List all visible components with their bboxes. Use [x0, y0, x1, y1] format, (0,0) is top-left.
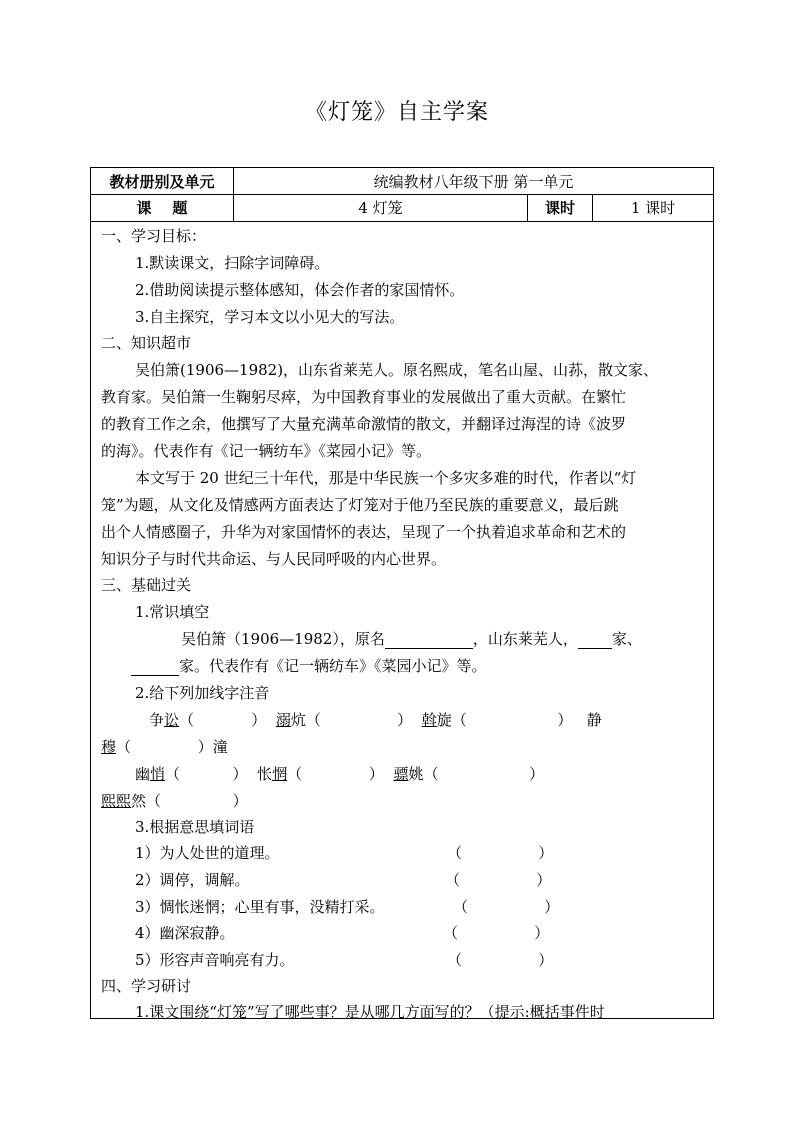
fill1-text-c: 家、	[611, 630, 642, 648]
unit-label: 教材册别及单元	[109, 172, 215, 191]
paren-close: ）	[232, 792, 248, 810]
paren-open: （	[451, 711, 467, 729]
answer-paren[interactable]: （ ）	[447, 951, 554, 969]
bio-line-1: 吴伯箫(1906—1982)，山东省莱芜人。原名熙成，笔名山屋、山荪，散文家、	[135, 361, 659, 379]
fill-line-2	[131, 656, 713, 676]
goal-item-3: 3.自主探究，学习本文以小见大的写法。	[135, 308, 405, 326]
lesson-label: 课 题	[136, 199, 188, 217]
paren-close: ）	[251, 711, 267, 729]
word-text: 炕	[290, 711, 306, 729]
blank-role-2[interactable]	[131, 659, 179, 676]
pinyin-line-2	[101, 737, 713, 757]
bio-line-4: 的海》。代表作有《记一辆纺车》《菜园小记》等。	[101, 442, 432, 460]
paren-close: ）	[529, 765, 545, 783]
section3-heading: 三、基础过关	[101, 576, 192, 594]
paren-open: （	[116, 738, 132, 756]
def-text: 4）幽深寂静。	[135, 924, 235, 942]
section1-heading: 一、学习目标：	[101, 227, 207, 245]
sub3-heading: 3.根据意思填词语	[135, 818, 255, 836]
intro-line-1: 本文写于 20 世纪三十年代，那是中华民族一个多灾多难的时代，作者以“灯	[135, 469, 637, 487]
document-title: 《灯笼》自主学案	[304, 100, 489, 125]
underlined-char: 骠	[393, 765, 409, 783]
def-text: 3）惆怅迷惘；心里有事，没精打采。	[135, 898, 385, 916]
bio-line-2: 教育家。吴伯箫一生鞠躬尽瘁，为中国教育事业的发展做出了重大贡献。在繁忙	[101, 388, 627, 406]
def-text: 2）调停，调解。	[135, 871, 250, 889]
answer-paren[interactable]: （ ）	[445, 871, 552, 889]
underlined-char: 穆	[101, 738, 117, 756]
def-row-4	[135, 923, 713, 943]
header-row-unit	[91, 168, 713, 195]
def-row-3	[135, 897, 713, 917]
question-1: 1.课文围绕“灯笼”写了哪些事？是从哪几方面写的？（提示:概括事件时	[135, 1003, 605, 1021]
intro-line-2: 笼”为题，从文化及情感两方面表达了灯笼对于他乃至民族的重要意义，最后跳	[101, 496, 619, 514]
word-text: 静	[586, 711, 602, 729]
pinyin-line-1	[149, 710, 705, 730]
period-label: 课时	[527, 194, 592, 221]
sub2-heading: 2.给下列加线字注音	[135, 684, 270, 702]
section4-heading: 四、学习研讨	[101, 977, 192, 995]
word-text: 怅	[257, 765, 273, 783]
underlined-char: 讼	[164, 711, 180, 729]
sub1-heading: 1.常识填空	[135, 603, 210, 621]
answer-paren[interactable]: （ ）	[453, 898, 560, 916]
goal-item-1: 1.默读课文，扫除字词障碍。	[135, 254, 330, 272]
bio-line-3: 的教育工作之余，他撰写了大量充满革命激情的散文，并翻译过海涅的诗《波罗	[101, 415, 627, 433]
section2-heading: 二、知识超市	[101, 334, 192, 352]
period-value: 1 课时	[592, 194, 713, 221]
intro-line-4: 知识分子与时代共命运、与人民同呼吸的内心世界。	[101, 550, 447, 568]
fill1-text-d: 家。代表作有《记一辆纺车》《菜园小记》等。	[179, 657, 487, 675]
goal-item-2: 2.借助阅读提示整体感知，体会作者的家国情怀。	[135, 281, 465, 299]
paren-close: ）潼	[197, 738, 228, 756]
word-text: 旋	[436, 711, 452, 729]
underlined-char: 斡	[421, 711, 437, 729]
paren-open: （	[287, 765, 303, 783]
paren-close: ）	[557, 711, 573, 729]
worksheet-table	[90, 167, 714, 1019]
paren-open: （	[165, 765, 181, 783]
paren-open: （	[305, 711, 321, 729]
word-text: 姚	[408, 765, 424, 783]
def-text: 5）形容声音响亮有力。	[135, 951, 295, 969]
word-text: 争	[149, 711, 165, 729]
paren-close: ）	[368, 765, 384, 783]
unit-value: 统编教材八年级下册 第一单元	[233, 168, 713, 194]
answer-paren[interactable]: （ ）	[447, 844, 554, 862]
paren-close: ）	[232, 765, 248, 783]
word-text: 然	[131, 792, 147, 810]
fill1-text-a: 吴伯箫（1906—1982），原名	[181, 630, 385, 648]
fill-line-1	[181, 629, 713, 649]
pinyin-line-3	[135, 764, 713, 784]
def-row-5	[135, 950, 713, 970]
fill1-text-b: ，山东莱芜人，	[472, 630, 578, 648]
def-text: 1）为人处世的道理。	[135, 844, 280, 862]
blank-original-name[interactable]	[385, 632, 473, 649]
underlined-char: 熙熙	[101, 792, 132, 810]
def-row-1	[135, 843, 713, 863]
paren-open: （	[179, 711, 195, 729]
pinyin-line-4	[101, 791, 713, 811]
word-text: 幽	[135, 765, 151, 783]
answer-paren[interactable]: （ ）	[443, 924, 550, 942]
intro-line-3: 出个人情感圈子，升华为对家国情怀的表达，呈现了一个执着追求革命和艺术的	[101, 523, 627, 541]
def-row-2	[135, 870, 713, 890]
paren-open: （	[423, 765, 439, 783]
worksheet-body	[91, 222, 713, 1021]
paren-open: （	[146, 792, 162, 810]
paren-close: ）	[397, 711, 413, 729]
underlined-char: 溺	[275, 711, 291, 729]
blank-role-1[interactable]	[578, 632, 612, 649]
header-row-lesson	[91, 194, 713, 222]
lesson-value: 4 灯笼	[233, 194, 527, 221]
underlined-char: 惘	[272, 765, 288, 783]
underlined-char: 悄	[150, 765, 166, 783]
